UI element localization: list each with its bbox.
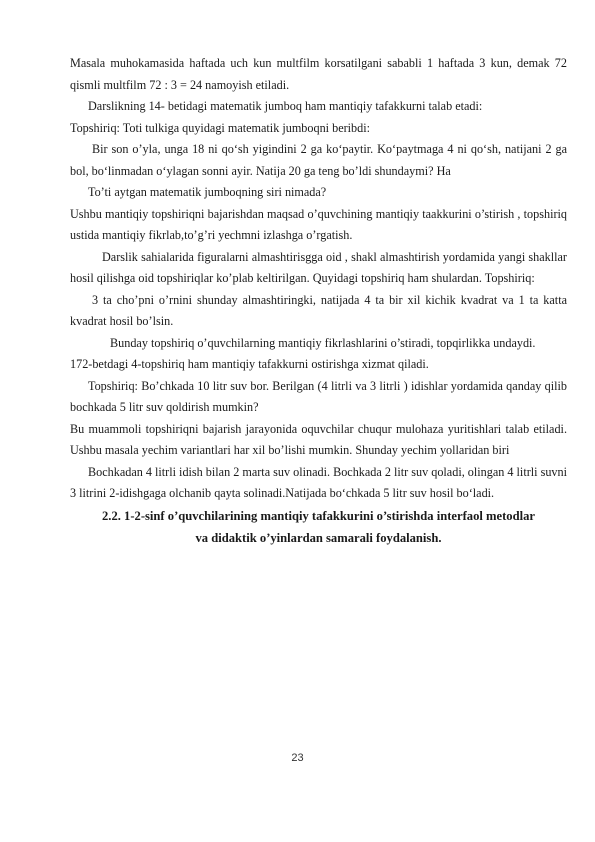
page-number: 23	[291, 752, 304, 764]
page-body	[70, 53, 567, 549]
paragraph-2: Darslikning 14- betidagi matematik jumboq ham mantiqiy tafakkurni talab etadi:	[88, 99, 483, 113]
paragraph-10: 172-betdagi 4-topshiriq ham mantiqiy tafakkurni ostirishga xizmat qiladi.	[70, 357, 429, 371]
paragraph-8: 3 ta cho’pni o’rnini shunday almashtiringki, natijada 4 ta bir xil kichik kvadrat va 1 ta katta kvadrat hosil bo’lsin.	[70, 292, 567, 328]
paragraph-4: Bir son o’yla, unga 18 ni qo‘sh yigindini 2 ga ko‘paytir. Ko‘paytmaga 4 ni qo‘sh, natijani 2 ga bol, bo‘linmadan o‘ylagan sonni ayir. Natija 20 ga teng bo’ldi shundaymi? Ha	[70, 142, 567, 178]
paragraph-1: Masala muhokamasida haftada uch kun multfilm korsatilgani sababli 1 haftada 3 kun, demak 72 qismli multfilm 72 : 3 = 24 namoyish etiladi.	[70, 56, 567, 92]
section-heading-line-1: 2.2. 1-2-sinf o’quvchilarining mantiqiy tafakkurini o’stirishda interfaol metodlar	[102, 508, 535, 523]
paragraph-12: Bu muammoli topshiriqni bajarish jarayonida oquvchilar chuqur mulohaza yuritishlari talab etiladi. Ushbu masala yechim variantlari har xil bo’lishi mumkin. Shunday yechim yollaridan biri	[70, 421, 567, 457]
paragraph-11: Topshiriq: Bo’chkada 10 litr suv bor. Berilgan (4 litrli va 3 litrli ) idishlar yordamida qanday qilib bochkada 5 litr suv qoldirish mumkin?	[70, 378, 567, 414]
section-heading-line-2: va didaktik o’yinlardan samarali foydalanish.	[195, 530, 442, 545]
paragraph-3: Topshiriq: Toti tulkiga quyidagi matematik jumboqni beribdi:	[70, 120, 371, 135]
paragraph-5: To’ti aytgan matematik jumboqning siri nimada?	[88, 185, 327, 199]
paragraph-7: Darslik sahialarida figuralarni almashtirisgga oid , shakl almashtirish yordamida yangi shakllar hosil qilishga oid topshiriqlar ko’plab keltirilgan. Quyidagi topshiriq ham shulardan. Topshiriq:	[70, 249, 567, 285]
paragraph-13: Bochkadan 4 litrli idish bilan 2 marta suv olinadi. Bochkada 2 litr suv qoladi, olingan 4 litrli suvni 3 litrini 2-idishgaga olchanib qayta solinadi.Natijada bo‘chkada 5 litr suv hosil bo‘ladi.	[70, 464, 567, 500]
paragraph-6: Ushbu mantiqiy topshiriqni bajarishdan maqsad o’quvchining mantiqiy taakkurini o’stirish , topshiriq ustida mantiqiy fikrlab,to’g’ri yechmni izlashga o’rgatish.	[70, 206, 567, 242]
paragraph-9: Bunday topshiriq o’quvchilarning mantiqiy fikrlashlarini o’stiradi, topqirlikka undaydi.	[110, 335, 536, 350]
